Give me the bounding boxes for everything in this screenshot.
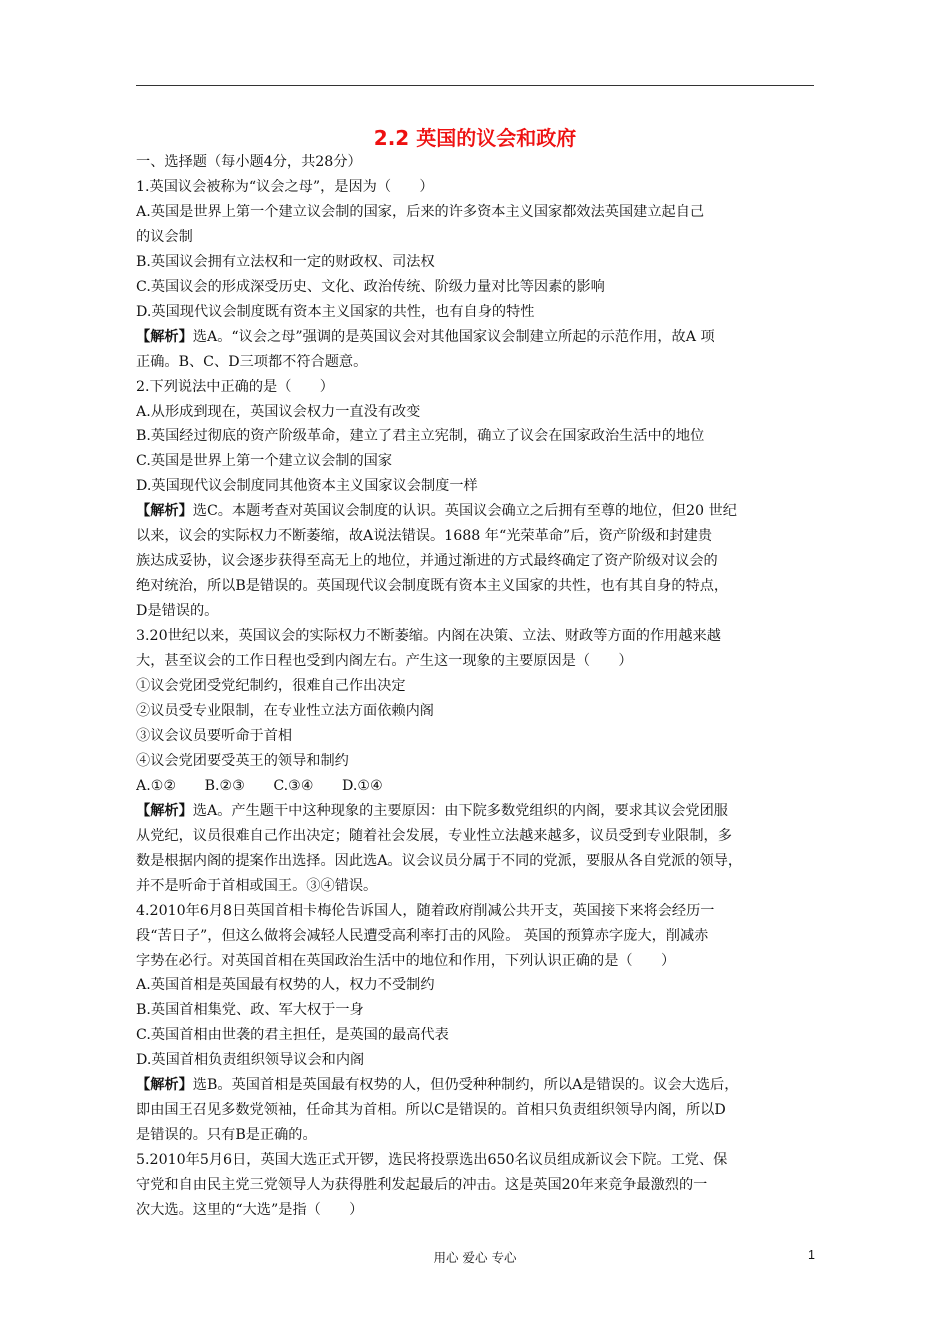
q3-analysis-cont: 从党纪，议员很难自己作出决定；随着社会发展，专业性立法越来越多，议员受到专业限制，多 [136,827,732,844]
q4-stem-cont: 段“苦日子”，但这么做将会减轻人民遭受高利率打击的风险。 英国的预算赤字庞大，削减赤 [136,927,709,944]
page-footer [0,1248,950,1268]
q2-option-a: A.从形成到现在，英国议会权力一直没有改变 [136,403,421,420]
q5-stem: 5.2010年5月6日，英国大选正式开锣，选民将投票选出650名议员组成新议会下院。工党、保 [136,1152,728,1169]
q3-analysis [136,799,816,824]
analysis-label: 【解析】 [136,503,193,520]
q3-item-1: ①议会党团受党纪制约，很难自己作出决定 [136,678,406,695]
q4-option-b: B.英国首相集党、政、军大权于一身 [136,1002,364,1019]
q1-stem: 1.英国议会被称为“议会之母”，是因为（ ） [136,178,434,195]
analysis-label: 【解析】 [136,1077,193,1094]
q3-stem-cont: 大，甚至议会的工作日程也受到内阁左右。产生这一现象的主要原因是（ ） [136,653,633,670]
page-title: 2.2 英国的议会和政府 [373,126,577,150]
q1-option-d: D.英国现代议会制度既有资本主义国家的共性，也有自身的特性 [136,303,535,320]
q1-option-a: A.英国是世界上第一个建立议会制的国家，后来的许多资本主义国家都效法英国建立起自己 [136,203,705,220]
q4-stem: 4.2010年6月8日英国首相卡梅伦告诉国人，随着政府削减公共开支，英国接下来将会经历一 [136,902,715,919]
q1-analysis-text: 选A。“议会之母”强调的是英国议会对其他国家议会制建立所起的示范作用，故A 项 [192,328,715,345]
q5-stem-cont: 次大选。这里的“大选”是指（ ） [136,1202,364,1219]
q2-analysis-cont: 以来，议会的实际权力不断萎缩，故A说法错误。1688 年“光荣革命”后，资产阶级和封建贵 [136,528,713,545]
q4-stem-cont: 字势在必行。对英国首相在英国政治生活中的地位和作用，下列认识正确的是（ ） [136,952,676,969]
q2-stem: 2.下列说法中正确的是（ ） [136,378,334,395]
q4-option-d: D.英国首相负责组织领导议会和内阁 [136,1052,365,1069]
q3-stem: 3.20世纪以来，英国议会的实际权力不断萎缩。内阁在决策、立法、财政等方面的作用越来越 [136,628,721,645]
q4-analysis-text: 选B。英国首相是英国最有权势的人，但仍受种种制约，所以A是错误的。议会大选后， [192,1077,739,1094]
q4-option-a: A.英国首相是英国最有权势的人，权力不受制约 [136,977,435,994]
q2-analysis-cont: D是错误的。 [136,603,219,620]
page-number: 1 [808,1248,815,1262]
q4-analysis-cont: 是错误的。只有B是正确的。 [136,1127,317,1144]
q1-option-b: B.英国议会拥有立法权和一定的财政权、司法权 [136,253,435,270]
q5-stem-cont: 守党和自由民主党三党领导人为获得胜利发起最后的冲击。这是英国20年来竞争最激烈的一 [136,1177,708,1194]
q3-options: A.①② B.②③ C.③④ D.①④ [136,777,383,794]
q2-analysis [136,499,816,524]
analysis-label: 【解析】 [136,802,193,819]
q1-analysis [136,325,816,350]
header-rule [136,85,814,86]
q3-item-2: ②议员受专业限制，在专业性立法方面依赖内阁 [136,702,434,719]
q1-analysis-cont: 正确。B、C、D三项都不符合题意。 [136,353,368,370]
q2-option-d: D.英国现代议会制度同其他资本主义国家议会制度一样 [136,478,478,495]
q1-option-c: C.英国议会的形成深受历史、文化、政治传统、阶级力量对比等因素的影响 [136,278,605,295]
q4-option-c: C.英国首相由世袭的君主担任，是英国的最高代表 [136,1027,449,1044]
q3-item-3: ③议会议员要听命于首相 [136,727,293,744]
q3-analysis-cont: 数是根据内阁的提案作出选择。因此选A。议会议员分属于不同的党派，要服从各自党派的领导， [136,852,743,869]
q1-option-a-cont: 的议会制 [136,228,193,245]
q2-option-b: B.英国经过彻底的资产阶级革命，建立了君主立宪制，确立了议会在国家政治生活中的地位 [136,428,705,445]
section-heading: 一、选择题（每小题4分，共28分） [136,154,362,170]
q2-analysis-cont: 绝对统治，所以B是错误的。英国现代议会制度既有资本主义国家的共性，也有其自身的特点， [136,578,729,595]
q2-analysis-cont: 族达成妥协，议会逐步获得至高无上的地位，并通过渐进的方式最终确定了资产阶级对议会的 [136,553,718,570]
analysis-label: 【解析】 [136,328,193,345]
q4-analysis-cont: 即由国王召见多数党领袖，任命其为首相。所以C是错误的。首相只负责组织领导内阁，所以D [136,1102,726,1119]
q3-analysis-text: 选A。产生题干中这种现象的主要原因：由下院多数党组织的内阁，要求其议会党团服 [192,802,728,819]
q2-option-c: C.英国是世界上第一个建立议会制的国家 [136,453,393,470]
q3-analysis-cont: 并不是听命于首相或国王。③④错误。 [136,877,378,894]
footer-text: 用心 爱心 专心 [433,1250,517,1265]
q3-item-4: ④议会党团要受英王的领导和制约 [136,752,349,769]
q4-analysis [136,1073,816,1098]
q2-analysis-text: 选C。本题考查对英国议会制度的认识。英国议会确立之后拥有至尊的地位，但20 世纪 [192,503,737,520]
document-body [136,150,816,1223]
